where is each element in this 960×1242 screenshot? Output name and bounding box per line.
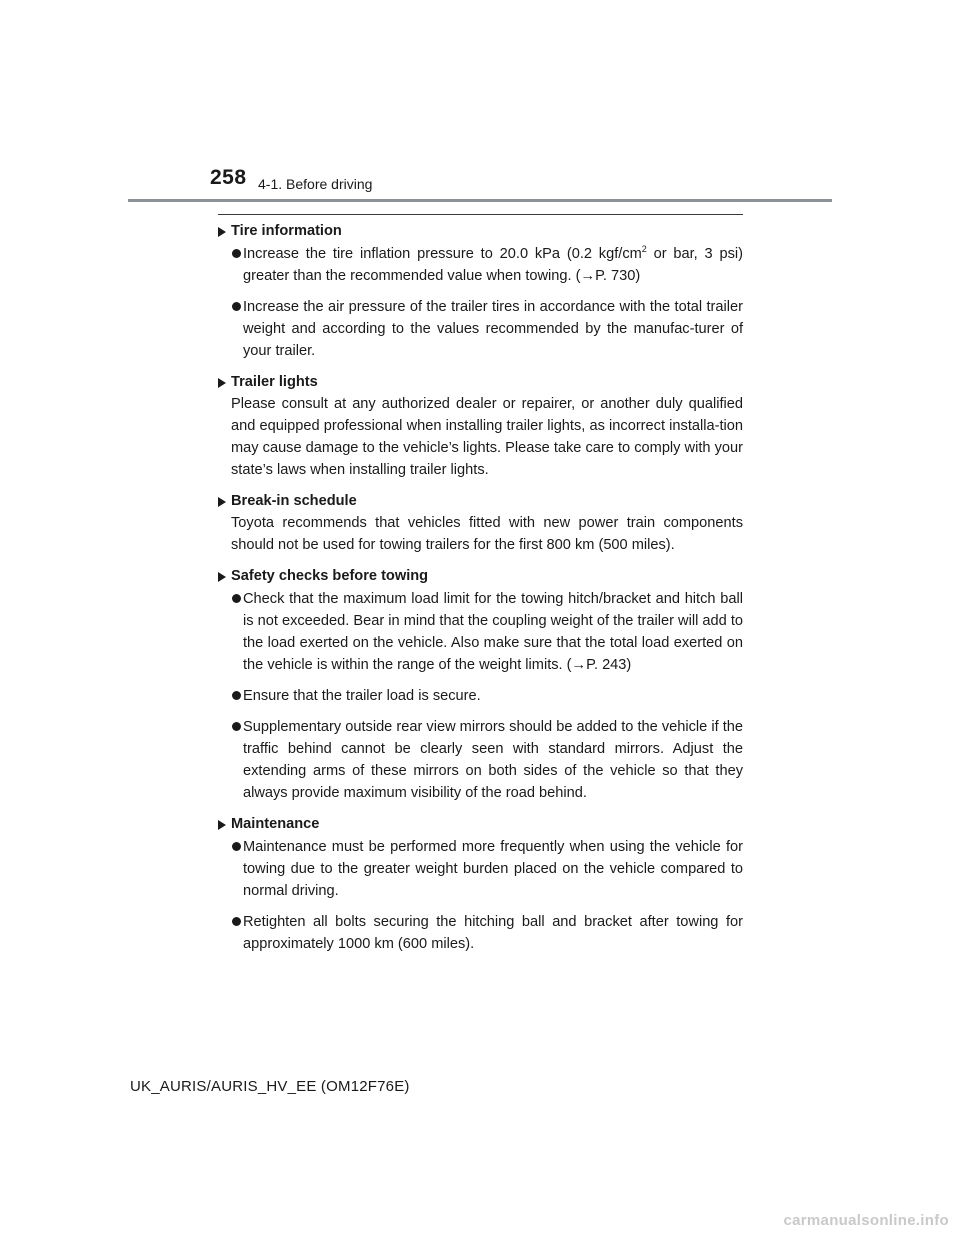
- page-number: 258: [210, 166, 247, 189]
- list-item: [217, 911, 743, 955]
- section-trailer-lights: [217, 371, 743, 481]
- round-bullet-icon: [232, 917, 241, 926]
- section-heading-text: Maintenance: [231, 816, 320, 832]
- triangle-marker-icon: [218, 227, 226, 237]
- round-bullet-icon: [232, 842, 241, 851]
- section-tire-information: [217, 220, 743, 362]
- list-item-text-before: Increase the tire inflation pressure to 20.0 kPa (0.2 kgf/cm: [243, 246, 642, 262]
- section-safety-checks: [217, 565, 743, 804]
- page-header: [0, 0, 960, 210]
- round-bullet-icon: [232, 249, 241, 258]
- round-bullet-icon: [232, 691, 241, 700]
- section-heading: [217, 220, 743, 242]
- list-item-text: Ensure that the trailer load is secure.: [243, 688, 481, 704]
- section-heading-text: Safety checks before towing: [231, 568, 429, 584]
- section-paragraph: Toyota recommends that vehicles fitted with new power train components should not be used for towing trailers for the first 800 km (500 miles).: [231, 515, 743, 553]
- section-heading: [217, 565, 743, 587]
- triangle-marker-icon: [218, 820, 226, 830]
- section-maintenance: [217, 813, 743, 955]
- bullet-list: [217, 243, 743, 362]
- list-item: [217, 716, 743, 804]
- section-heading: [217, 490, 743, 512]
- list-item: [217, 836, 743, 902]
- section-heading: [217, 813, 743, 835]
- section-divider: [218, 214, 743, 215]
- section-heading-text: Trailer lights: [231, 374, 318, 390]
- section-break-in-schedule: [217, 490, 743, 556]
- list-item: [217, 243, 743, 287]
- round-bullet-icon: [232, 302, 241, 311]
- triangle-marker-icon: [218, 497, 226, 507]
- triangle-marker-icon: [218, 378, 226, 388]
- superscript: 2: [641, 244, 647, 255]
- section-heading-text: Break-in schedule: [231, 493, 357, 509]
- list-item: [217, 588, 743, 676]
- bullet-list: [217, 588, 743, 804]
- list-item-text: Retighten all bolts securing the hitching ball and bracket after towing for approximately 1000 km (600 miles).: [243, 914, 743, 952]
- list-item-text: Supplementary outside rear view mirrors should be added to the vehicle if the traffic behind cannot be clearly seen with standard mirrors. Adjust the extending arms of these mirrors on both sides of the vehicle so that they always provide maximum visibility of the road behind.: [243, 719, 743, 801]
- chapter-title: 4-1. Before driving: [258, 176, 373, 192]
- section-paragraph: Please consult at any authorized dealer or repairer, or another duly qualified and equipped professional when installing trailer lights, as incorrect installa-tion may cause damage to the vehicle’s lights. Please take care to comply with your state’s laws when installing trailer lights.: [231, 396, 743, 478]
- header-divider: [128, 199, 832, 202]
- list-item-text: Increase the air pressure of the trailer tires in accordance with the total trailer weight and according to the values recommended by the manufac-turer of your trailer.: [243, 299, 743, 359]
- list-item: [217, 685, 743, 707]
- footer-model-code: UK_AURIS/AURIS_HV_EE (OM12F76E): [130, 1078, 410, 1095]
- list-item-text: Check that the maximum load limit for the towing hitch/bracket and hitch ball is not exceeded. Bear in mind that the coupling weight of the trailer will add to the load exerted on the vehicle. Also make sure that the total load exerted on the vehicle is within the range of the weight limits. (→P. 243): [243, 591, 743, 673]
- page-content: [217, 220, 743, 964]
- bullet-list: [217, 836, 743, 955]
- section-heading: [217, 371, 743, 393]
- list-item: [217, 296, 743, 362]
- round-bullet-icon: [232, 594, 241, 603]
- triangle-marker-icon: [218, 572, 226, 582]
- list-item-text: Maintenance must be performed more frequently when using the vehicle for towing due to the greater weight burden placed on the vehicle compared to normal driving.: [243, 839, 743, 899]
- watermark: carmanualsonline.info: [783, 1212, 949, 1229]
- round-bullet-icon: [232, 722, 241, 731]
- list-item-text-after: or bar, 3 psi) greater than the recommended value when towing. (→P. 730): [243, 246, 743, 284]
- section-heading-text: Tire information: [231, 223, 342, 239]
